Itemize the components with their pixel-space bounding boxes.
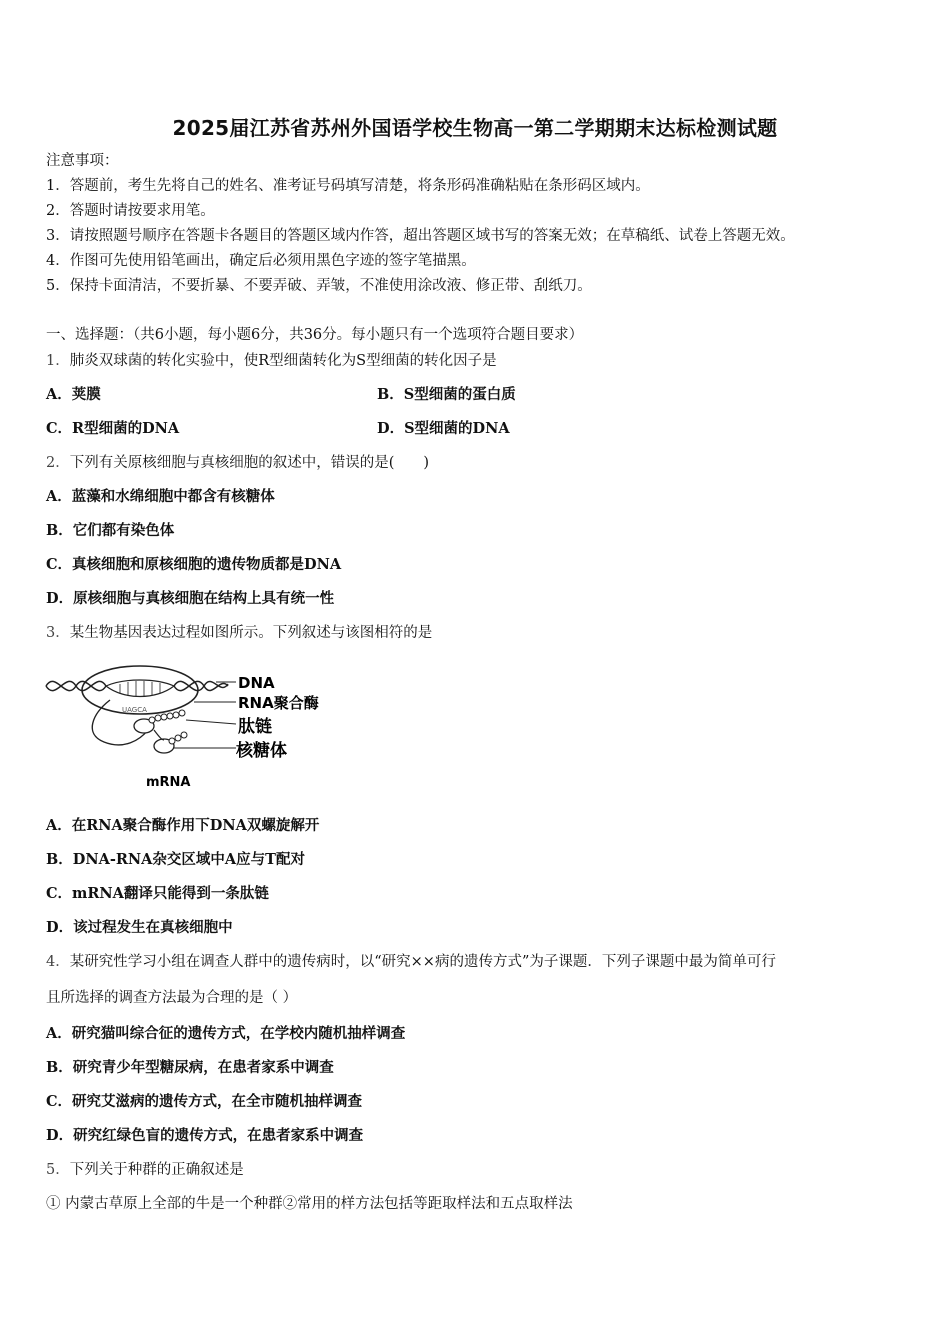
q3-option-a[interactable]: A．在RNA聚合酶作用下DNA双螺旋解开 — [46, 817, 320, 834]
q1-option-b[interactable]: B．S型细菌的蛋白质 — [377, 386, 516, 403]
q1-option-c[interactable]: C．R型细菌的DNA — [46, 420, 180, 437]
question-text: 某研究性学习小组在调查人群中的遗传病时，以“研究××病的遗传方式”为子课题．下列子课题中最为简单可行 — [69, 954, 776, 970]
section-heading: 一、选择题：（共6小题，每小题6分，共36分。每小题只有一个选项符合题目要求） — [46, 327, 584, 343]
peptide-label: 肽链 — [238, 717, 272, 737]
question-number: 4． — [46, 954, 70, 970]
q4-option-d[interactable]: D．研究红绿色盲的遗传方式，在患者家系中调查 — [46, 1127, 364, 1144]
q2-option-b[interactable]: B．它们都有染色体 — [46, 522, 175, 539]
question-number: 3． — [46, 625, 70, 641]
q3-option-d[interactable]: D．该过程发生在真核细胞中 — [46, 919, 233, 936]
question-text: 下列有关原核细胞与真核细胞的叙述中，错误的是( ) — [69, 455, 430, 471]
gene-expression-diagram — [44, 660, 344, 790]
rna-polymerase-label: RNA聚合酶 — [238, 694, 319, 712]
question-text: 下列关于种群的正确叙述是 — [69, 1162, 244, 1178]
q1-option-a[interactable]: A．荚膜 — [46, 386, 101, 403]
question-2 — [46, 453, 429, 473]
page-title: 2025届江苏省苏州外国语学校生物高一第二学期期末达标检测试题 — [172, 116, 778, 140]
q2-option-c[interactable]: C．真核细胞和原核细胞的遗传物质都是DNA — [46, 556, 342, 573]
question-number: 5． — [46, 1162, 70, 1178]
q4-option-a[interactable]: A．研究猫叫综合征的遗传方式，在学校内随机抽样调查 — [46, 1025, 406, 1042]
q3-option-b[interactable]: B．DNA-RNA杂交区域中A应与T配对 — [46, 851, 305, 868]
mrna-label: mRNA — [146, 775, 191, 790]
q1-option-d[interactable]: D．S型细菌的DNA — [377, 420, 510, 437]
q3-option-c[interactable]: C．mRNA翻译只能得到一条肽链 — [46, 885, 269, 902]
question-1 — [46, 351, 497, 371]
notice-item: 4．作图可先使用铅笔画出，确定后必须用黑色字迹的签字笔描黑。 — [46, 253, 476, 269]
question-4-continued: 且所选择的调查方法最为合理的是（ ） — [46, 990, 298, 1006]
notice-item: 2．答题时请按要求用笔。 — [46, 203, 215, 219]
q2-option-d[interactable]: D．原核细胞与真核细胞在结构上具有统一性 — [46, 590, 335, 607]
q4-option-c[interactable]: C．研究艾滋病的遗传方式，在全市随机抽样调查 — [46, 1093, 363, 1110]
ribosome-label: 核糖体 — [236, 741, 287, 761]
question-number: 2． — [46, 455, 70, 471]
notice-heading: 注意事项： — [46, 153, 119, 169]
peptide-beads-2 — [169, 732, 187, 744]
coding-strand — [106, 686, 174, 697]
question-text: 某生物基因表达过程如图所示。下列叙述与该图相符的是 — [69, 625, 433, 641]
q5-statement-line: ① 内蒙古草原上全部的牛是一个种群②常用的样方法包括等距取样法和五点取样法 — [46, 1196, 573, 1212]
q2-option-a[interactable]: A．蓝藻和水绵细胞中都含有核糖体 — [46, 488, 275, 505]
question-number: 1． — [46, 353, 70, 369]
notice-item: 1．答题前，考生先将自己的姓名、准考证号码填写清楚，将条形码准确粘贴在条形码区域内。 — [46, 178, 650, 194]
peptide-leader — [186, 720, 236, 724]
question-3 — [46, 623, 432, 643]
question-4 — [46, 952, 776, 972]
q4-option-b[interactable]: B．研究青少年型糖尿病，在患者家系中调查 — [46, 1059, 334, 1076]
dna-label: DNA — [238, 674, 275, 692]
notice-item: 5．保持卡面清洁，不要折暴、不要弄破、弄皱，不准使用涂改液、修正带、刮纸刀。 — [46, 278, 592, 294]
template-strand — [106, 680, 174, 686]
sequence-label: UAGCA — [122, 706, 147, 714]
notice-item: 3．请按照题号顺序在答题卡各题目的答题区域内作答，超出答题区域书写的答案无效；在草稿纸、试卷上答题无效。 — [46, 228, 795, 244]
question-5 — [46, 1160, 244, 1180]
question-text: 肺炎双球菌的转化实验中，使R型细菌转化为S型细菌的转化因子是 — [69, 353, 497, 369]
base-pairs — [120, 681, 160, 696]
